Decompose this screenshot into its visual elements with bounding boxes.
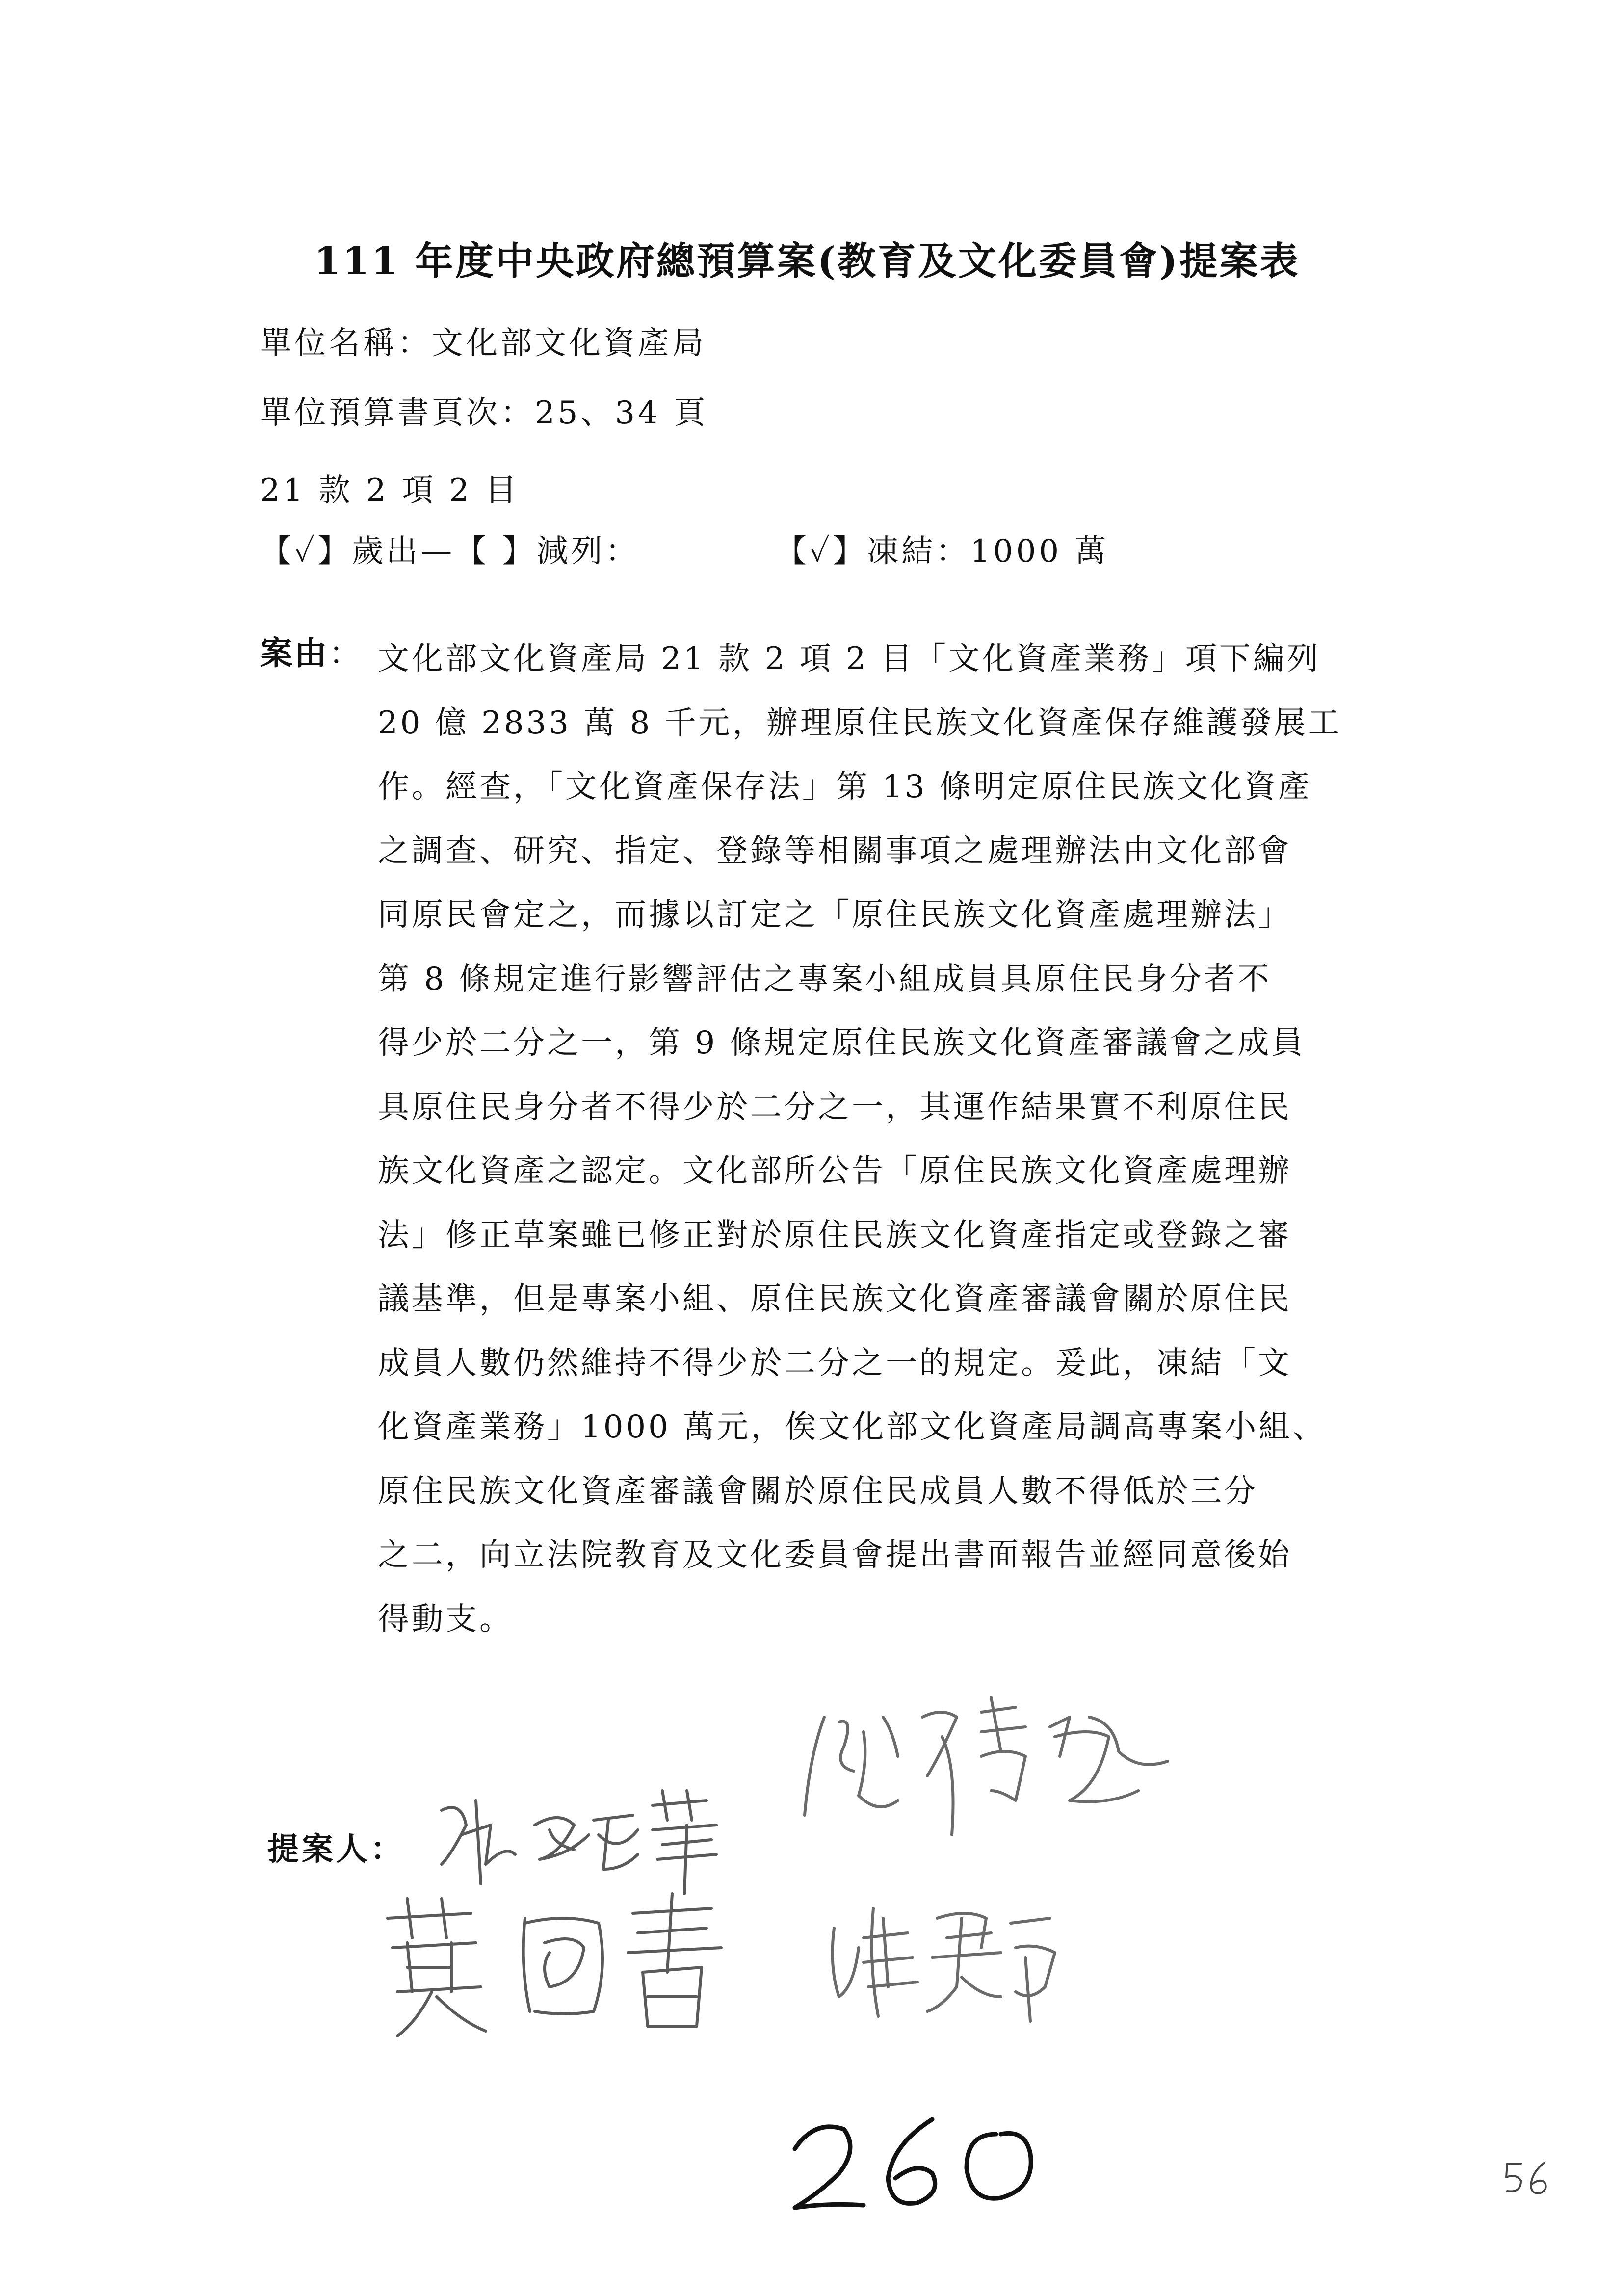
reason-line: 具原住民身分者不得少於二分之一，其運作結果實不利原住民 — [378, 1089, 1292, 1125]
reason-line: 作。經查，「文化資產保存法」第 13 條明定原住民族文化資產 — [378, 769, 1312, 805]
reason-line: 第 8 條規定進行影響評估之專案小組成員具原住民身分者不 — [378, 961, 1272, 997]
reason-line: 議基準，但是專案小組、原住民族文化資產審議會關於原住民 — [378, 1281, 1292, 1317]
reason-line: 之調查、研究、指定、登錄等相關事項之處理辦法由文化部會 — [378, 833, 1292, 869]
reason-line: 文化部文化資產局 21 款 2 項 2 目「文化資產業務」項下編列 — [378, 641, 1321, 677]
reason-line: 成員人數仍然維持不得少於二分之一的規定。爰此，凍結「文 — [378, 1345, 1292, 1382]
item-code: 21 款 2 項 2 目 — [260, 472, 520, 509]
reason-line: 族文化資產之認定。文化部所公告「原住民族文化資產處理辦 — [378, 1153, 1292, 1189]
handwritten-signature-3 — [378, 1884, 751, 2046]
reason-line: 得動支。 — [378, 1601, 513, 1638]
handwritten-signature-1 — [432, 1771, 736, 1899]
proposer-label: 提案人： — [267, 1831, 405, 1868]
expenditure-cut-option: 【✓】歲出—【 】減列： — [260, 533, 640, 570]
reason-line: 20 億 2833 萬 8 千元，辦理原住民族文化資產保存維護發展工 — [378, 704, 1342, 741]
reason-line: 得少於二分之一，第 9 條規定原住民族文化資產審議會之成員 — [378, 1025, 1306, 1061]
budget-options-row — [260, 526, 1109, 571]
unit-name: 單位名稱：文化部文化資產局 — [260, 325, 707, 362]
reason-line: 原住民族文化資產審議會關於原住民成員人數不得低於三分 — [378, 1473, 1258, 1510]
handwritten-signature-2 — [795, 1688, 1217, 1864]
reason-label: 案由： — [260, 634, 363, 672]
reason-line: 化資產業務」1000 萬元，俟文化部文化資產局調高專案小組、 — [378, 1409, 1327, 1445]
freeze-option: 【✓】凍結：1000 萬 — [775, 533, 1109, 570]
reason-body — [378, 627, 1408, 1651]
reason-line: 之二，向立法院教育及文化委員會提出書面報告並經同意後始 — [378, 1537, 1292, 1573]
handwritten-page-number — [1501, 2159, 1560, 2198]
handwritten-number — [785, 2105, 1060, 2222]
handwritten-signature-4 — [814, 1889, 1070, 2036]
budget-page-reference: 單位預算書頁次：25、34 頁 — [260, 395, 708, 431]
document-title: 111 年度中央政府總預算案(教育及文化委員會)提案表 — [314, 239, 1300, 284]
reason-line: 同原民會定之，而據以訂定之「原住民族文化資產處理辦法」 — [378, 897, 1292, 933]
reason-line: 法」修正草案雖已修正對於原住民族文化資產指定或登錄之審 — [378, 1217, 1292, 1253]
